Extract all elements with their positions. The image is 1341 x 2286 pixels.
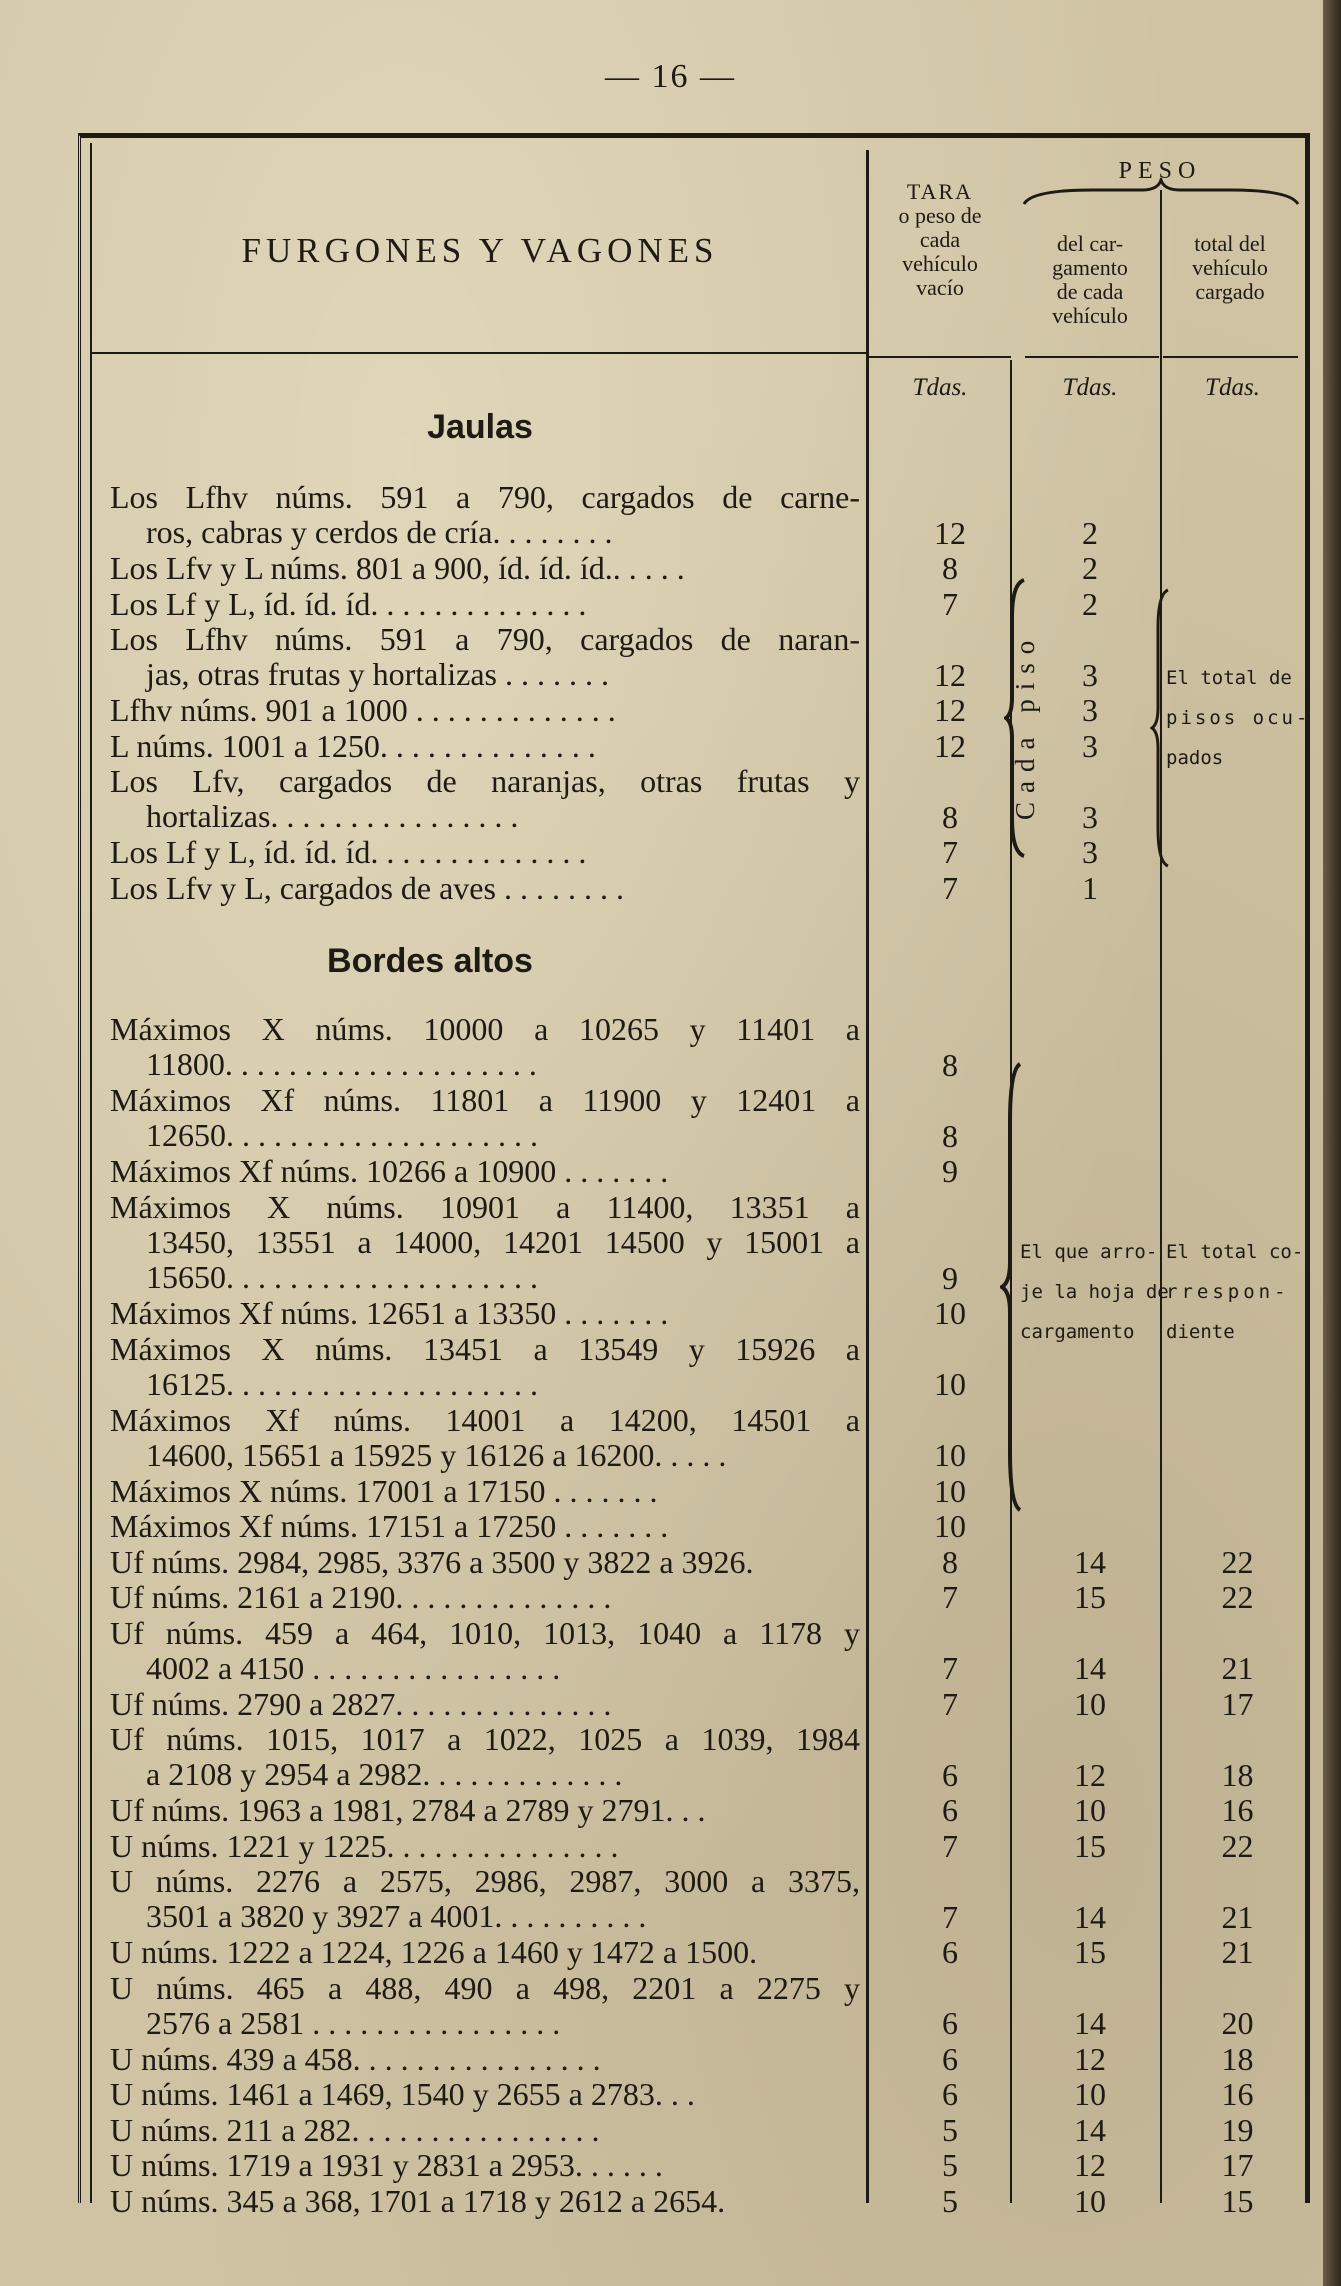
total-header-line: vehículo	[1192, 255, 1268, 280]
row-tara: 7	[942, 834, 958, 870]
row-total: 19	[1221, 2111, 1254, 2148]
row-carga: 2	[1082, 585, 1098, 622]
row-description	[110, 1403, 860, 1473]
section-title-bordes: Bordes altos	[327, 942, 533, 980]
row-description-line: L núms. 1001 a 1250. . . . . . . . . . . . . .	[110, 728, 596, 764]
unit-tara: Tdas.	[912, 374, 968, 401]
cada-piso-label: Cada piso	[1010, 631, 1040, 821]
row-description-line: Máximos Xf núms. 10266 a 10900 . . . . . . .	[110, 1154, 669, 1189]
row-carga: 10	[1074, 1685, 1106, 1722]
unit-total: Tdas.	[1205, 374, 1260, 401]
row-total: 22	[1221, 1543, 1254, 1580]
row-description-line: 12650. . . . . . . . . . . . . . . . . . . .	[146, 1118, 538, 1153]
row-description-line: Uf núms. 1015, 1017 a 1022, 1025 a 1039, 1984	[110, 1722, 860, 1757]
row-carga: 3	[1082, 834, 1098, 870]
row-description	[110, 1190, 860, 1295]
row-description-line: Máximos X núms. 17001 a 17150 . . . . . . .	[110, 1473, 658, 1509]
row-description	[110, 2042, 860, 2077]
row-total: 21	[1221, 1650, 1254, 1686]
row-carga: 12	[1074, 2147, 1106, 2183]
note-line: cargamento	[1020, 1321, 1135, 1343]
header-rule-left	[92, 352, 866, 354]
row-description-line: Los Lfhv núms. 591 a 790, cargados de carne-	[110, 480, 860, 515]
row-tara: 12	[934, 656, 966, 693]
column-divider-description	[866, 150, 869, 2203]
row-description-line: Lfhv núms. 901 a 1000 . . . . . . . . . . . . .	[110, 693, 616, 728]
row-total: 15	[1221, 2182, 1254, 2219]
row-carga: 1	[1082, 869, 1098, 906]
tara-header	[872, 180, 1008, 300]
row-description	[110, 587, 860, 622]
carga-header-line: vehículo	[1052, 303, 1128, 328]
total-header-line: total del	[1194, 231, 1266, 256]
row-description-line: U núms. 211 a 282. . . . . . . . . . . . . . . .	[110, 2112, 600, 2148]
row-description	[110, 1793, 860, 1828]
row-description-line: 3501 a 3820 y 3927 a 4001. . . . . . . . . .	[146, 1899, 647, 1934]
carga-header-line: gamento	[1052, 255, 1128, 280]
row-description-line: 14600, 15651 a 15925 y 16126 a 16200. . . . .	[146, 1437, 727, 1473]
row-total: 21	[1221, 1934, 1254, 1970]
carga-header-line: del car-	[1056, 231, 1124, 256]
row-description	[110, 1971, 860, 2041]
note-line: diente	[1166, 1321, 1235, 1343]
row-tara: 10	[934, 1508, 966, 1544]
row-description	[110, 2148, 860, 2183]
row-total: 16	[1221, 2076, 1254, 2112]
row-tara: 7	[942, 1685, 958, 1722]
row-tara: 6	[942, 2076, 958, 2112]
row-description-line: Máximos Xf núms. 17151 a 17250 . . . . . . .	[110, 1509, 669, 1544]
row-description	[110, 1474, 860, 1509]
row-description-line: Los Lf y L, íd. íd. íd. . . . . . . . . . . . . .	[110, 835, 587, 870]
row-tara: 8	[942, 798, 958, 835]
note-line: pisos ocu-	[1166, 707, 1311, 729]
row-description	[110, 2184, 860, 2219]
row-description-line: U núms. 2276 a 2575, 2986, 2987, 3000 a 3375,	[110, 1864, 860, 1899]
row-description-line: Máximos Xf núms. 12651 a 13350 . . . . . . .	[110, 1296, 669, 1331]
row-description	[110, 764, 860, 834]
note-line: je la hoja de	[1020, 1281, 1169, 1303]
row-description-line: hortalizas. . . . . . . . . . . . . . . .	[146, 799, 519, 834]
row-description	[110, 1687, 860, 1722]
row-description-line: Los Lfv y L núms. 801 a 900, íd. íd. íd.. . . . .	[110, 551, 685, 586]
row-carga: 10	[1074, 2076, 1106, 2112]
unit-carga: Tdas.	[1062, 374, 1118, 401]
row-description	[110, 622, 860, 692]
row-description-line: Uf núms. 2984, 2985, 3376 a 3500 y 3822 a 3926.	[110, 1544, 754, 1580]
row-tara: 10	[934, 1437, 966, 1473]
row-carga: 15	[1074, 1934, 1106, 1970]
row-carga: 10	[1074, 2182, 1106, 2219]
row-description	[110, 835, 860, 870]
note-line: El total de	[1166, 667, 1292, 689]
row-tara: 10	[934, 1366, 966, 1402]
total-header	[1162, 232, 1298, 304]
row-tara: 6	[942, 2005, 958, 2041]
row-description	[110, 1722, 860, 1792]
row-description-line: 11800. . . . . . . . . . . . . . . . . . . .	[146, 1047, 537, 1082]
row-description-line: U núms. 1461 a 1469, 1540 y 2655 a 2783. . .	[110, 2077, 695, 2112]
row-description	[110, 1509, 860, 1544]
row-description	[110, 1935, 860, 1970]
row-description	[110, 2113, 860, 2148]
row-description-line: U núms. 1222 a 1224, 1226 a 1460 y 1472 a 1500.	[110, 1935, 758, 1970]
row-tara: 12	[934, 692, 966, 728]
row-description-line: ros, cabras y cerdos de cría. . . . . . . .	[146, 515, 613, 550]
row-description-line: 2576 a 2581 . . . . . . . . . . . . . . . .	[146, 2005, 561, 2041]
row-description	[110, 551, 860, 586]
row-description-line: Máximos Xf núms. 14001 a 14200, 14501 a	[110, 1402, 860, 1438]
note-line: rrespon-	[1166, 1281, 1290, 1303]
row-description	[110, 871, 860, 906]
row-description	[110, 1864, 860, 1934]
row-description	[110, 480, 860, 550]
row-description-line: Uf núms. 1963 a 1981, 2784 a 2789 y 2791. . .	[110, 1793, 706, 1828]
row-tara: 6	[942, 1934, 958, 1970]
row-description-line: Uf núms. 2790 a 2827. . . . . . . . . . . . . .	[110, 1686, 612, 1722]
row-tara: 7	[942, 1827, 958, 1864]
row-description-line: Máximos X núms. 10901 a 11400, 13351 a	[110, 1189, 860, 1225]
row-description-line: 13450, 13551 a 14000, 14201 14500 y 15001 a	[146, 1224, 860, 1260]
row-description-line: Los Lfhv núms. 591 a 790, cargados de naran-	[110, 622, 860, 657]
row-description	[110, 729, 860, 764]
note-line: El total co-	[1166, 1241, 1304, 1263]
row-description	[110, 1012, 860, 1082]
row-tara: 5	[942, 2111, 958, 2148]
row-description	[110, 1829, 860, 1864]
row-tara: 9	[942, 1259, 958, 1296]
row-carga: 10	[1074, 1792, 1106, 1828]
row-description	[110, 1154, 860, 1189]
row-carga: 14	[1074, 1543, 1106, 1580]
row-description-line: U núms. 345 a 368, 1701 a 1718 y 2612 a 2654.	[110, 2183, 726, 2219]
row-description-line: U núms. 465 a 488, 490 a 498, 2201 a 2275 y	[110, 1970, 860, 2006]
row-total: 17	[1221, 2147, 1254, 2183]
carga-header-line: de cada	[1056, 279, 1124, 304]
row-description-line: U núms. 1719 a 1931 y 2831 a 2953. . . . . .	[110, 2148, 663, 2183]
row-carga: 14	[1074, 2111, 1106, 2148]
row-tara: 6	[942, 2040, 958, 2077]
note-line: El que arro-	[1020, 1241, 1158, 1263]
frame-inner-border	[90, 143, 92, 2203]
row-description	[110, 2077, 860, 2112]
bordes-total-note	[1166, 1232, 1303, 1352]
row-tara: 8	[942, 1117, 958, 1154]
row-carga: 3	[1082, 798, 1098, 835]
row-carga: 15	[1074, 1579, 1106, 1615]
row-carga: 14	[1074, 1898, 1106, 1935]
tara-header-line: vehículo	[902, 251, 978, 276]
row-tara: 12	[934, 514, 966, 551]
row-total: 18	[1221, 2040, 1254, 2077]
row-tara: 10	[934, 1472, 966, 1509]
row-carga: 3	[1082, 656, 1098, 693]
row-description-line: U núms. 1221 y 1225. . . . . . . . . . . . . . .	[110, 1828, 619, 1864]
row-tara: 7	[942, 585, 958, 622]
row-carga: 2	[1082, 550, 1098, 586]
row-description-line: U núms. 439 a 458. . . . . . . . . . . . . . . .	[110, 2041, 601, 2077]
tara-header-line: cada	[919, 227, 961, 252]
row-tara: 9	[942, 1153, 958, 1189]
row-carga: 2	[1082, 514, 1098, 551]
row-tara: 10	[934, 1295, 966, 1331]
note-line: pados	[1166, 747, 1224, 769]
row-carga: 3	[1082, 692, 1098, 728]
carga-header	[1022, 232, 1158, 328]
peso-brace	[1022, 178, 1300, 208]
row-total: 22	[1221, 1579, 1254, 1615]
row-tara: 12	[934, 727, 966, 764]
total-header-line: cargado	[1195, 279, 1265, 304]
row-description	[110, 1545, 860, 1580]
bordes-carga-note	[1020, 1232, 1169, 1352]
row-tara: 5	[942, 2182, 958, 2219]
row-carga: 15	[1074, 1827, 1106, 1864]
row-total: 16	[1221, 1792, 1254, 1828]
row-description-line: Los Lfv y L, cargados de aves . . . . . . . .	[110, 870, 624, 906]
row-total: 18	[1221, 1756, 1254, 1793]
row-description-line: Máximos X núms. 13451 a 13549 y 15926 a	[110, 1331, 860, 1367]
row-tara: 7	[942, 1650, 958, 1686]
header-rule-carga	[1025, 356, 1159, 358]
tara-header-line: TARA	[906, 179, 974, 204]
row-description	[110, 1083, 860, 1153]
header-rule-tara	[869, 356, 1011, 358]
row-tara: 7	[942, 1579, 958, 1615]
row-carga: 14	[1074, 1650, 1106, 1686]
row-carga: 12	[1074, 1756, 1106, 1793]
row-tara: 7	[942, 869, 958, 906]
column-divider-carga	[1160, 190, 1162, 2203]
table-title: FURGONES Y VAGONES	[241, 231, 719, 270]
header-rule-total	[1163, 356, 1298, 358]
tara-header-line: o peso de	[898, 203, 982, 228]
row-description-line: Máximos Xf núms. 11801 a 11900 y 12401 a	[110, 1083, 860, 1118]
row-carga: 12	[1074, 2040, 1106, 2077]
peso-header: PESO	[1118, 158, 1202, 184]
row-total: 20	[1221, 2005, 1254, 2041]
row-description-line: Máximos X núms. 10000 a 10265 y 11401 a	[110, 1012, 860, 1047]
row-description-line: Uf núms. 2161 a 2190. . . . . . . . . . . . . .	[110, 1580, 612, 1615]
row-carga: 3	[1082, 727, 1098, 764]
tara-header-line: vacío	[916, 275, 964, 300]
jaulas-total-note	[1166, 658, 1310, 778]
row-tara: 8	[942, 1543, 958, 1580]
page-number: — 16 —	[605, 58, 736, 95]
row-description-line: 4002 a 4150 . . . . . . . . . . . . . . . .	[146, 1650, 561, 1686]
row-description-line: jas, otras frutas y hortalizas . . . . . . .	[146, 657, 609, 692]
row-description-line: 16125. . . . . . . . . . . . . . . . . . . .	[146, 1366, 538, 1402]
row-description-line: Los Lf y L, íd. íd. íd. . . . . . . . . . . . . .	[110, 586, 587, 622]
row-description-line: 15650. . . . . . . . . . . . . . . . . . . .	[146, 1259, 538, 1295]
row-description-line: Uf núms. 459 a 464, 1010, 1013, 1040 a 1178 y	[110, 1615, 860, 1651]
row-description	[110, 1296, 860, 1331]
row-description	[110, 693, 860, 728]
row-tara: 7	[942, 1898, 958, 1935]
row-description	[110, 1332, 860, 1402]
row-total: 21	[1221, 1898, 1254, 1935]
row-total: 17	[1221, 1685, 1254, 1722]
row-description	[110, 1580, 860, 1615]
row-tara: 6	[942, 1756, 958, 1793]
row-description-line: a 2108 y 2954 a 2982. . . . . . . . . . . . .	[146, 1757, 623, 1792]
cada-piso-brace	[1004, 578, 1028, 858]
row-description-line: Los Lfv, cargados de naranjas, otras frutas y	[110, 764, 860, 799]
row-description	[110, 1616, 860, 1686]
row-tara: 8	[942, 550, 958, 586]
row-tara: 8	[942, 1046, 958, 1083]
row-total: 22	[1221, 1827, 1254, 1864]
row-carga: 14	[1074, 2005, 1106, 2041]
row-tara: 6	[942, 1792, 958, 1828]
book-edge	[1323, 0, 1341, 2286]
row-tara: 5	[942, 2147, 958, 2183]
section-title-jaulas: Jaulas	[427, 408, 533, 446]
